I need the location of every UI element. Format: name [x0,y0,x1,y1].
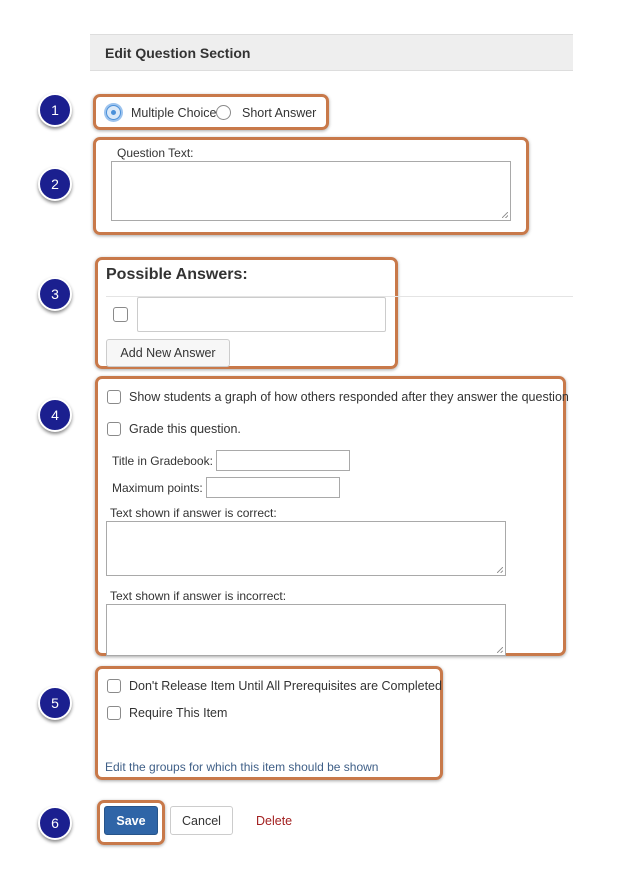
callout-5: 5 [38,686,72,720]
resize-grip-icon[interactable] [497,647,503,653]
question-text-label: Question Text: [117,146,194,160]
show-graph-label: Show students a graph of how others responded after they answer the question [129,390,569,404]
callout-3: 3 [38,277,72,311]
delete-link[interactable]: Delete [256,814,293,828]
callout-4: 4 [38,398,72,432]
incorrect-text-input[interactable] [106,604,506,656]
resize-grip-icon[interactable] [502,212,508,218]
require-item-label: Require This Item [129,706,228,720]
correct-text-input[interactable] [106,521,506,576]
resize-grip-icon[interactable] [497,567,503,573]
answer-input[interactable] [137,297,386,332]
add-new-answer-button[interactable]: Add New Answer [106,339,230,367]
gradebook-title-label: Title in Gradebook: [112,454,213,468]
grade-question-checkbox[interactable] [107,422,121,436]
save-button[interactable]: Save [104,806,158,835]
label-short-answer: Short Answer [242,106,317,120]
incorrect-text-label: Text shown if answer is incorrect: [110,589,287,603]
correct-text-label: Text shown if answer is correct: [110,506,277,520]
question-text-input[interactable] [111,161,511,221]
label-multiple-choice: Multiple Choice [131,106,217,120]
edit-groups-link[interactable]: Edit the groups for which this item should be shown [105,760,379,774]
radio-multiple-choice[interactable] [106,105,121,120]
cancel-button[interactable]: Cancel [170,806,233,835]
possible-answers-title: Possible Answers: [106,266,248,283]
callout-1: 1 [38,93,72,127]
section-title: Edit Question Section [105,45,251,61]
callout-6: 6 [38,806,72,840]
radio-short-answer[interactable] [216,105,231,120]
max-points-input[interactable] [206,477,340,498]
require-item-checkbox[interactable] [107,706,121,720]
grade-question-label: Grade this question. [129,422,241,436]
max-points-label: Maximum points: [112,481,203,495]
show-graph-checkbox[interactable] [107,390,121,404]
gradebook-title-input[interactable] [216,450,350,471]
prerequisites-checkbox[interactable] [107,679,121,693]
callout-2: 2 [38,167,72,201]
section-header [90,34,573,71]
answer-correct-checkbox[interactable] [113,307,128,322]
prerequisites-label: Don't Release Item Until All Prerequisites are Completed [129,679,442,693]
